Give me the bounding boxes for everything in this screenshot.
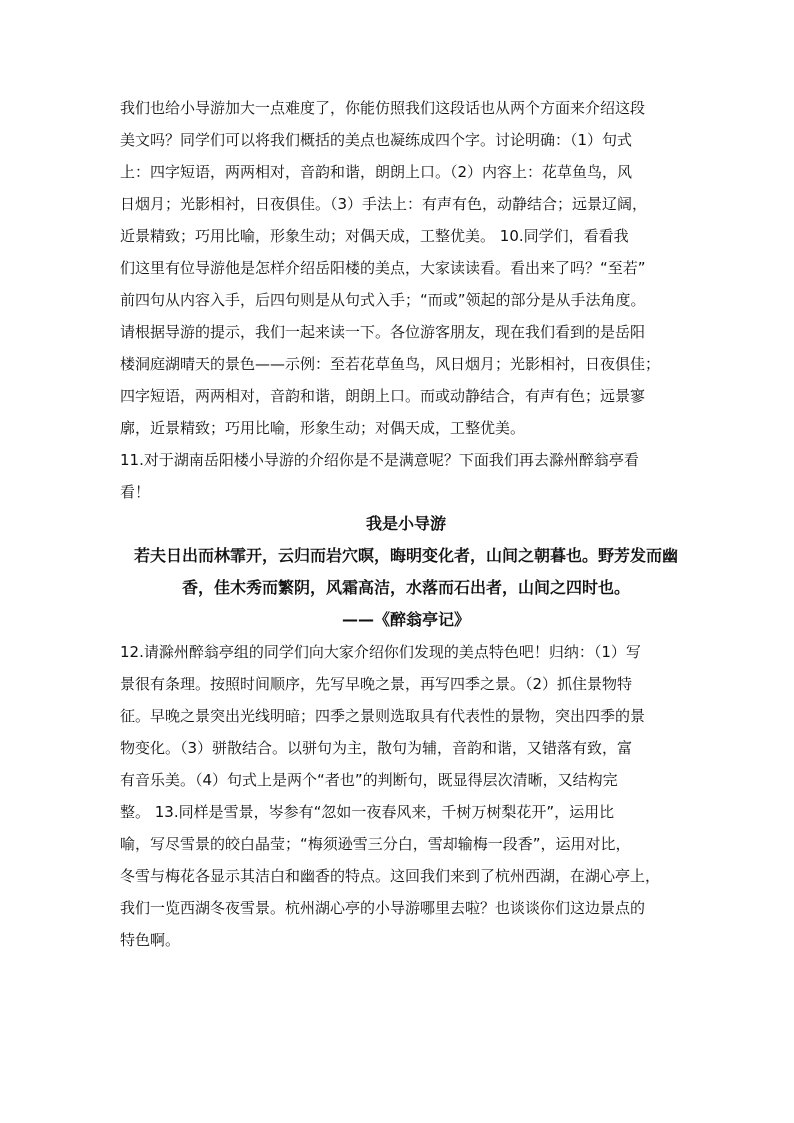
text-line: 前四句从内容入手，后四句则是从句式入手；“而或”领起的部分是从手法角度。 xyxy=(120,291,646,309)
text-line: 四字短语，两两相对，音韵和谐，朗朗上口。而或动静结合，有声有色；远景寥 xyxy=(120,387,646,405)
text-line: 喻，写尽雪景的皎白晶莹；“梅须逊雪三分白，雪却输梅一段香”，运用对比， xyxy=(120,835,631,853)
text-line: 冬雪与梅花各显示其洁白和幽香的特点。这回我们来到了杭州西湖，在湖心亭上， xyxy=(120,867,661,885)
document-page xyxy=(120,92,692,956)
text-line: 整。 13.同样是雪景，岑参有“忽如一夜春风来，千树万树梨花开”，运用比 xyxy=(120,803,615,821)
excerpt-line: 香，佳木秀而繁阴，风霜高洁，水落而石出者，山间之四时也。 xyxy=(181,578,630,597)
text-line: 日烟月；光影相衬，日夜俱佳。（3）手法上：有声有色，动静结合；远景辽阔， xyxy=(120,195,648,213)
text-line: 征。早晚之景突出光线明暗；四季之景则选取具有代表性的景物，突出四季的景 xyxy=(120,707,646,725)
paragraph-11 xyxy=(120,444,692,508)
text-line: 请根据导游的提示，我们一起来读一下。各位游客朋友，现在我们看到的是岳阳 xyxy=(120,323,646,341)
text-line: 11.对于湖南岳阳楼小导游的介绍你是不是满意呢？下面我们再去滁州醉翁亭看 xyxy=(120,451,639,469)
excerpt-source: ——《醉翁亭记》 xyxy=(341,610,470,629)
text-line: 特色啊。 xyxy=(120,931,181,949)
intro-paragraph xyxy=(120,92,692,444)
text-line: 美文吗？同学们可以将我们概括的美点也凝练成四个字。讨论明确：（1）句式 xyxy=(120,131,633,149)
text-line: 楼洞庭湖晴天的景色——示例：至若花草鱼鸟，风日烟月；光影相衬，日夜俱佳； xyxy=(120,355,661,373)
guide-title: 我是小导游 xyxy=(365,514,446,533)
text-line: 近景精致；巧用比喻，形象生动；对偶天成，工整优美。 10.同学们，看看我 xyxy=(120,227,629,245)
text-line: 物变化。（3）骈散结合。以骈句为主，散句为辅，音韵和谐，又错落有致，富 xyxy=(120,739,633,757)
text-line: 们这里有位导游他是怎样介绍岳阳楼的美点，大家读读看。看出来了吗？“至若” xyxy=(120,259,646,277)
text-line: 廓，近景精致；巧用比喻，形象生动；对偶天成，工整优美。 xyxy=(120,419,526,437)
text-line: 景很有条理。按照时间顺序，先写早晚之景，再写四季之景。（2）抓住景物特 xyxy=(120,675,633,693)
paragraph-12 xyxy=(120,636,692,956)
text-line: 看！ xyxy=(120,483,151,501)
text-line: 我们也给小导游加大一点难度了，你能仿照我们这段话也从两个方面来介绍这段 xyxy=(120,99,646,117)
excerpt-line: 若夫日出而林霏开，云归而岩穴暝，晦明变化者，山间之朝暮也。野芳发而幽 xyxy=(133,546,678,565)
text-line: 上：四字短语，两两相对，音韵和谐，朗朗上口。（2）内容上：花草鱼鸟，风 xyxy=(120,163,633,181)
text-line: 我们一览西湖冬夜雪景。杭州湖心亭的小导游哪里去啦？也谈谈你们这边景点的 xyxy=(120,899,646,917)
text-line: 12.请滁州醉翁亭组的同学们向大家介绍你们发现的美点特色吧！归纳：（1）写 xyxy=(120,643,641,661)
guide-excerpt xyxy=(120,508,692,636)
text-line: 有音乐美。（4）句式上是两个“者也”的判断句，既显得层次清晰，又结构完 xyxy=(120,771,618,789)
